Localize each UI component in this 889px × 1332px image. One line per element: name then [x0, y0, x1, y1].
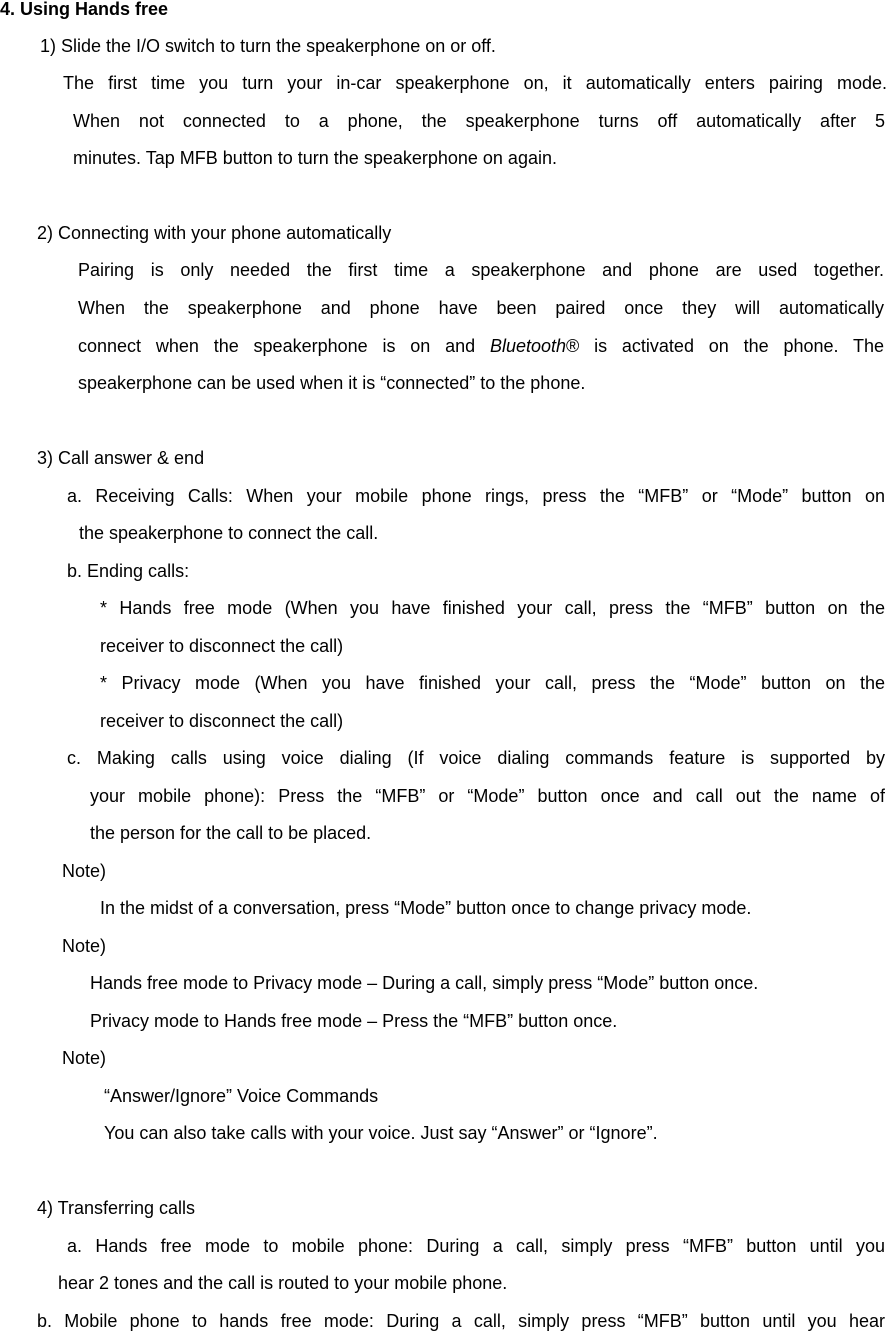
section-2-line-1: Pairing is only needed the first time a speakerphone and phone are used together.	[78, 260, 884, 280]
section-1-line-3: minutes. Tap MFB button to turn the speakerphone on again.	[73, 148, 557, 168]
note-3-line-2: You can also take calls with your voice. Just say “Answer” or “Ignore”.	[104, 1123, 658, 1143]
transfer-a-line-2: hear 2 tones and the call is routed to your mobile phone.	[58, 1273, 508, 1293]
section-1-line-1: The first time you turn your in-car speakerphone on, it automatically enters pairing mode.	[63, 73, 887, 93]
section-2-heading: 2) Connecting with your phone automatically	[37, 223, 392, 243]
transfer-a-line-1: a. Hands free mode to mobile phone: During a call, simply press “MFB” button until you	[67, 1236, 885, 1256]
hands-free-mode-line-2: receiver to disconnect the call)	[100, 636, 344, 656]
note-2-label: Note)	[62, 936, 107, 956]
privacy-mode-line-1: * Privacy mode (When you have finished your call, press the “Mode” button on the	[100, 673, 885, 693]
receiving-calls-line-2: the speakerphone to connect the call.	[79, 523, 379, 543]
note-2-line-1: Hands free mode to Privacy mode – During a call, simply press “Mode” button once.	[90, 973, 759, 993]
hands-free-mode-line-1: * Hands free mode (When you have finished your call, press the “MFB” button on the	[100, 598, 885, 618]
voice-dialing-line-2: your mobile phone): Press the “MFB” or “Mode” button once and call out the name of	[90, 786, 885, 806]
page-title: 4. Using Hands free	[0, 0, 169, 19]
bluetooth-brand: Bluetooth	[489, 336, 567, 356]
note-1-text: In the midst of a conversation, press “Mode” button once to change privacy mode.	[100, 898, 752, 918]
section-4-heading: 4) Transferring calls	[37, 1198, 196, 1218]
voice-dialing-line-1: c. Making calls using voice dialing (If voice dialing commands feature is supported by	[67, 748, 885, 768]
section-1-line-2: When not connected to a phone, the speakerphone turns off automatically after 5	[73, 111, 885, 131]
receiving-calls-line-1: a. Receiving Calls: When your mobile phone rings, press the “MFB” or “Mode” button on	[67, 486, 885, 506]
note-2-line-2: Privacy mode to Hands free mode – Press the “MFB” button once.	[90, 1011, 618, 1031]
section-2-line-3	[78, 335, 884, 357]
note-3-line-1: “Answer/Ignore” Voice Commands	[104, 1086, 379, 1106]
transfer-b-line-1: b. Mobile phone to hands free mode: During a call, simply press “MFB” button until you hear	[37, 1311, 885, 1331]
section-2-line-2: When the speakerphone and phone have been paired once they will automatically	[78, 298, 884, 318]
privacy-mode-line-2: receiver to disconnect the call)	[100, 711, 344, 731]
note-1-label: Note)	[62, 861, 107, 881]
ending-calls-heading: b. Ending calls:	[67, 561, 190, 581]
line-3-text-c: ® is activated on the phone. The	[566, 336, 884, 356]
section-2-line-4: speakerphone can be used when it is “connected” to the phone.	[78, 373, 586, 393]
section-1-heading: 1) Slide the I/O switch to turn the speakerphone on or off.	[40, 36, 496, 56]
voice-dialing-line-3: the person for the call to be placed.	[90, 823, 372, 843]
note-3-label: Note)	[62, 1048, 107, 1068]
section-3-heading: 3) Call answer & end	[37, 448, 205, 468]
line-3-text-a: connect when the speakerphone is on and	[78, 336, 490, 356]
